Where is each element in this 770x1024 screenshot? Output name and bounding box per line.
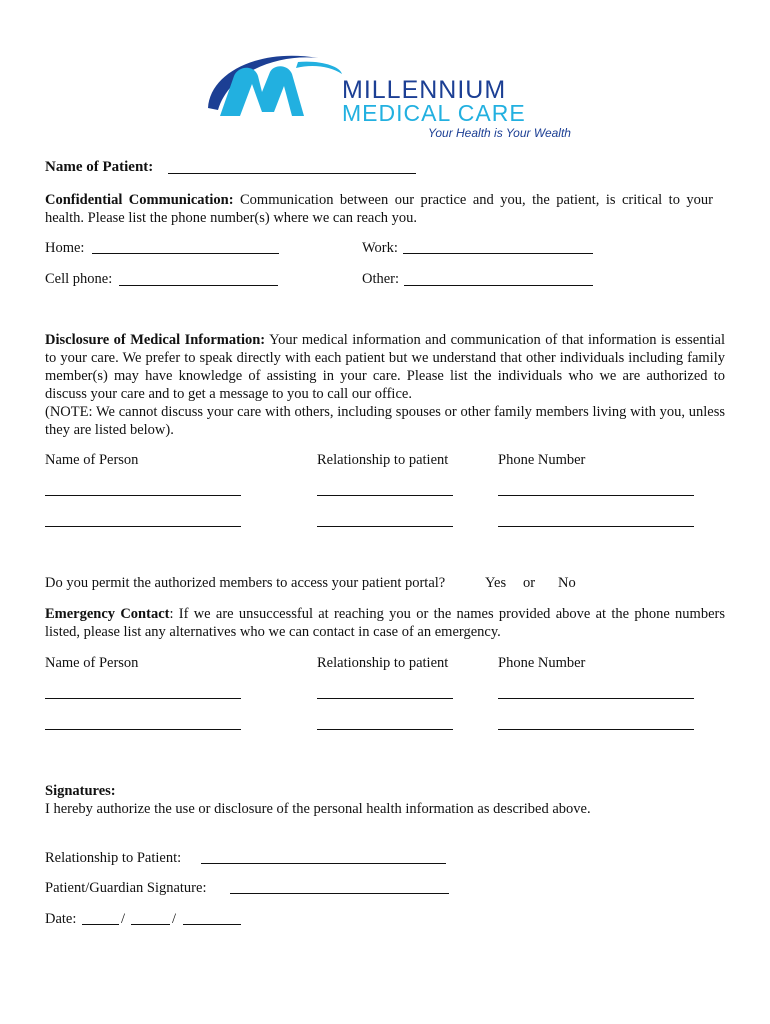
company-logo — [200, 52, 580, 144]
portal-yes-option[interactable]: Yes — [485, 575, 507, 591]
date-label: Date: — [45, 911, 77, 927]
emergency-col-phone: Phone Number — [498, 655, 586, 671]
confidential-heading: Confidential Communication: — [45, 192, 234, 208]
portal-no-option[interactable]: No — [558, 575, 576, 591]
emergency-name-field-1[interactable] — [45, 698, 241, 699]
logo-m-icon — [200, 52, 345, 122]
disclosure-col-name: Name of Person — [45, 452, 139, 468]
emergency-paragraph — [45, 605, 725, 641]
authorized-phone-field-2[interactable] — [498, 526, 694, 527]
guardian-signature-field[interactable] — [230, 893, 449, 894]
date-month-field[interactable] — [82, 924, 119, 925]
disclosure-paragraph — [45, 331, 725, 403]
disclosure-heading: Disclosure of Medical Information: — [45, 332, 266, 348]
patient-name-field[interactable] — [168, 173, 416, 174]
date-slash-1: / — [121, 911, 126, 927]
emergency-relationship-field-2[interactable] — [317, 729, 453, 730]
signatures-text: I hereby authorize the use or disclosure of the personal health information as described above. — [45, 801, 591, 817]
emergency-name-field-2[interactable] — [45, 729, 241, 730]
work-phone-field[interactable] — [403, 253, 593, 254]
cell-phone-label: Cell phone: — [45, 271, 113, 287]
disclosure-text: Your medical information and communication of that information is essential to your care. We prefer to speak directly with each patient but we understand that other individuals including family member(s) may have knowledge of assisting in your care. Please list the individuals who we are authorized to discuss your care and to get a message to you to call our office. — [45, 332, 725, 402]
guardian-signature-label: Patient/Guardian Signature: — [45, 880, 207, 896]
authorized-relationship-field-2[interactable] — [317, 526, 453, 527]
emergency-relationship-field-1[interactable] — [317, 698, 453, 699]
home-phone-label: Home: — [45, 240, 85, 256]
portal-question: Do you permit the authorized members to access your patient portal? — [45, 575, 446, 591]
emergency-phone-field-1[interactable] — [498, 698, 694, 699]
emergency-phone-field-2[interactable] — [498, 729, 694, 730]
date-slash-2: / — [172, 911, 177, 927]
relationship-to-patient-field[interactable] — [201, 863, 446, 864]
confidential-paragraph — [45, 191, 713, 227]
authorized-relationship-field-1[interactable] — [317, 495, 453, 496]
emergency-text: : If we are unsuccessful at reaching you or the names provided above at the phone numbers listed, please list any alternatives who we can contact in case of an emergency. — [45, 606, 725, 640]
disclosure-note: (NOTE: We cannot discuss your care with others, including spouses or other family members living with you, unless they are listed below). — [45, 404, 725, 438]
logo-tagline: Your Health is Your Wealth — [428, 126, 571, 140]
authorized-name-field-1[interactable] — [45, 495, 241, 496]
signatures-heading: Signatures: — [45, 783, 116, 799]
emergency-heading: Emergency Contact — [45, 606, 170, 622]
authorized-phone-field-1[interactable] — [498, 495, 694, 496]
disclosure-col-phone: Phone Number — [498, 452, 586, 468]
date-year-field[interactable] — [183, 924, 241, 925]
cell-phone-field[interactable] — [119, 285, 278, 286]
date-day-field[interactable] — [131, 924, 170, 925]
emergency-col-name: Name of Person — [45, 655, 139, 671]
relationship-to-patient-label: Relationship to Patient: — [45, 850, 182, 866]
home-phone-field[interactable] — [92, 253, 279, 254]
portal-or-text: or — [523, 575, 536, 591]
logo-text-line1: MILLENNIUM — [342, 76, 507, 104]
confidential-text: Communication between our practice and you, the patient, is critical to your health. Please list the phone number(s) where we can reach you. — [45, 192, 713, 226]
other-phone-label: Other: — [362, 271, 400, 287]
emergency-col-relationship: Relationship to patient — [317, 655, 449, 671]
disclosure-col-relationship: Relationship to patient — [317, 452, 449, 468]
logo-text-line2: MEDICAL CARE — [342, 100, 526, 126]
patient-name-label: Name of Patient: — [45, 159, 154, 175]
authorized-name-field-2[interactable] — [45, 526, 241, 527]
work-phone-label: Work: — [362, 240, 398, 256]
other-phone-field[interactable] — [404, 285, 593, 286]
